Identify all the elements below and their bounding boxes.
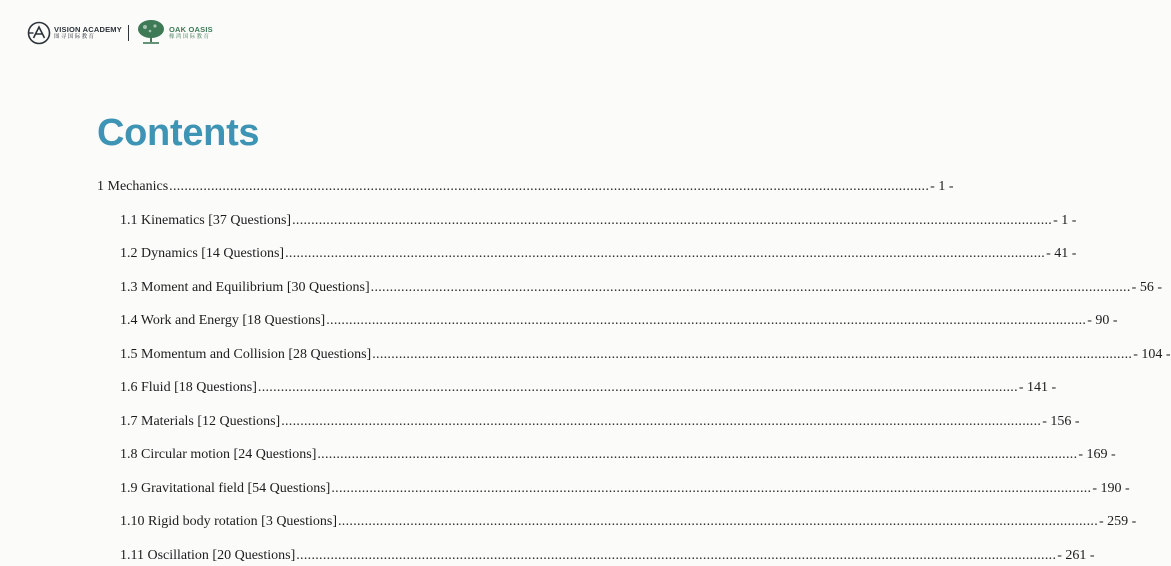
toc-entry-page-number: - 261 - [1057,547,1095,563]
toc-entry-page-number: - 1 - [1053,212,1077,228]
toc-entry[interactable] [120,345,1171,365]
toc-entry[interactable] [120,278,1162,298]
page-title: Contents [97,112,260,154]
toc-dot-leader: ........................................................................................................................................................................................................ [292,212,1053,228]
toc-entry-label: 1 Mechanics [97,179,169,194]
toc-dot-leader: ........................................................................................................................................................................................................ [370,279,1131,295]
toc-entry-page-number: - 190 - [1092,480,1130,496]
toc-dot-leader: ........................................................................................................................................................................................................ [296,547,1057,563]
toc-entry-page-number: - 104 - [1133,346,1171,362]
toc-entry[interactable] [120,244,1077,264]
toc-entry-page-number: - 41 - [1046,246,1077,261]
toc-entry-label: 1.3 Moment and Equilibrium [30 Questions] [120,279,370,295]
toc-entry-label: 1.1 Kinematics [37 Questions] [120,212,292,228]
toc-entry[interactable] [120,311,1118,331]
toc-entry[interactable] [120,512,1137,532]
toc-entry-page-number: - 156 - [1042,413,1080,429]
toc-entry[interactable] [120,546,1095,566]
toc-entry-page-number: - 90 - [1087,313,1118,328]
toc-entry-label: 1.9 Gravitational field [54 Questions] [120,480,331,496]
toc-entry-label: 1.7 Materials [12 Questions] [120,413,281,429]
toc-entry-label: 1.5 Momentum and Collision [28 Questions] [120,346,372,362]
toc-entry-page-number: - 56 - [1131,279,1162,295]
toc-entry-page-number: - 1 - [930,179,954,194]
toc-entry-page-number: - 259 - [1099,514,1137,529]
toc-entry-page-number: - 169 - [1078,447,1116,462]
toc-dot-leader: ........................................................................................................................................................................................................ [326,313,1087,328]
toc-entry[interactable] [97,177,954,197]
toc-entry-label: 1.10 Rigid body rotation [3 Questions] [120,514,337,529]
vision-academy-name: VISION ACADEMY [54,24,122,34]
toc-entry-page-number: - 141 - [1018,380,1057,395]
toc-entry-label: 1.4 Work and Energy [18 Questions] [120,313,326,328]
toc-entry[interactable] [120,479,1130,499]
toc-entry-label: 1.8 Circular motion [24 Questions] [120,447,317,462]
toc-entry[interactable] [120,445,1116,465]
toc-entry[interactable] [120,211,1077,231]
toc-dot-leader: ........................................................................................................................................................................................................ [372,346,1133,362]
oak-oasis-name: OAK OASIS [168,24,213,34]
toc-entry-label: 1.11 Oscillation [20 Questions] [120,547,296,563]
toc-entry-label: 1.6 Fluid [18 Questions] [120,380,257,395]
toc-dot-leader: ........................................................................................................................................................................................................ [257,380,1018,395]
toc-entry-label: 1.2 Dynamics [14 Questions] [120,246,285,261]
toc-entry[interactable] [120,378,1057,398]
toc-dot-leader: ........................................................................................................................................................................................................ [281,413,1042,429]
toc-dot-leader: ........................................................................................................................................................................................................ [285,246,1046,261]
toc-dot-leader: ........................................................................................................................................................................................................ [317,447,1078,462]
toc-dot-leader: ........................................................................................................................................................................................................ [338,514,1098,529]
toc-dot-leader: ........................................................................................................................................................................................................ [169,179,930,194]
toc-entry[interactable] [120,412,1080,432]
vision-academy-chinese-name: 图寻国际教育 [54,34,96,40]
oak-oasis-chinese-name: 橡鸿国际教育 [168,34,211,40]
toc-dot-leader: ........................................................................................................................................................................................................ [331,480,1092,496]
